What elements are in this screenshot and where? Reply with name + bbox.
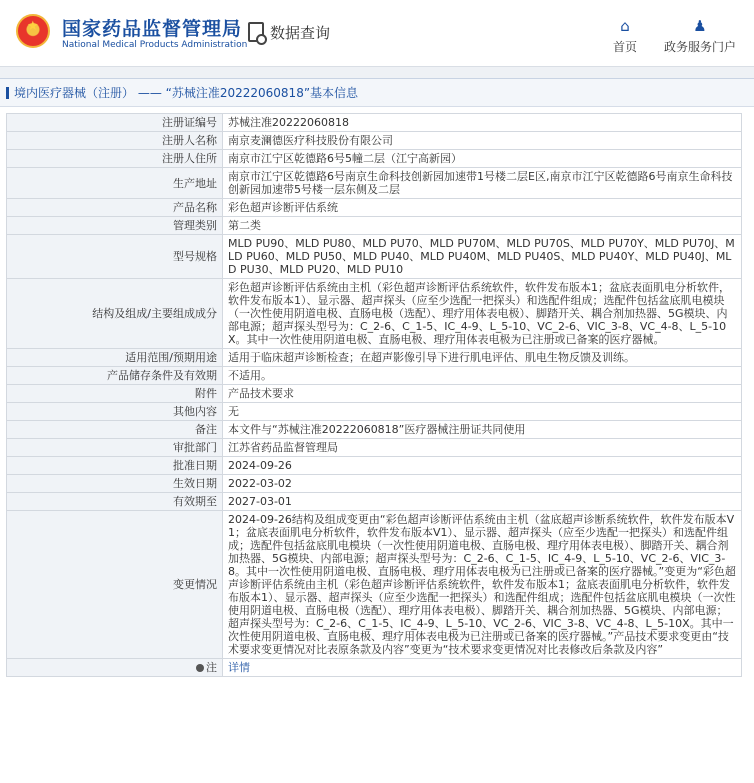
field-value: 2024-09-26 bbox=[223, 457, 742, 475]
note-bulb-icon bbox=[196, 664, 204, 672]
field-value: 南京市江宁区乾德路6号5幢二层（江宁高新园） bbox=[223, 150, 742, 168]
field-value: 适用于临床超声诊断检查；在超声影像引导下进行肌电评估、肌电生物反馈及训练。 bbox=[223, 349, 742, 367]
table-row bbox=[7, 475, 742, 493]
field-label: 变更情况 bbox=[7, 511, 223, 659]
site-title-en: National Medical Products Administration bbox=[62, 40, 248, 50]
nav-home-label: 首页 bbox=[612, 40, 637, 54]
site-title: 国家药品监督管理局 bbox=[62, 18, 243, 40]
field-label: 结构及组成/主要组成成分 bbox=[7, 279, 223, 349]
field-label: 注册人住所 bbox=[7, 150, 223, 168]
data-query-icon bbox=[248, 22, 264, 42]
field-value: 苏械注准20222060818 bbox=[223, 114, 742, 132]
field-label: 注册人名称 bbox=[7, 132, 223, 150]
table-row bbox=[7, 493, 742, 511]
table-row bbox=[7, 385, 742, 403]
nav-home[interactable] bbox=[610, 18, 640, 55]
field-value: 南京麦澜德医疗科技股份有限公司 bbox=[223, 132, 742, 150]
field-value: 2022-03-02 bbox=[223, 475, 742, 493]
field-value: 彩色超声诊断评估系统 bbox=[223, 199, 742, 217]
field-label: 适用范围/预期用途 bbox=[7, 349, 223, 367]
field-value: 产品技术要求 bbox=[223, 385, 742, 403]
field-value: 第二类 bbox=[223, 217, 742, 235]
site-header bbox=[0, 0, 754, 66]
field-value: 2024-09-26结构及组成变更由“彩色超声诊断评估系统由主机（盆底超声诊断系统软件，软件发布版本V1；盆底表面肌电分析软件，软件发布版本V1）、显示器、超声探头（应至少选配一把探头）和选配件组成；选配件包括盆底肌电模块（一次性使用阴道电极、直肠电极、理疗用体表电极）、脚踏开关、耦合剂加热器、5G模块、内部电源；超声探头型号为：C_2-6、C_1-5、IC_4-9、L_5-10、VC_2-6、VIC_3-8。其中一次性使用阴道电极、直肠电极、理疗用体表电极为已注册或已备案的医疗器械。”变更为“彩色超声诊断评估系统由主机（彩色超声诊断评估系统软件，软件发布版本1；盆底表面肌电分析软件，软件发布版本1）、显示器、超声探头（应至少选配一把探头）和选配件组成；选配件包括盆底肌电模块（一次性使用阴道电极、直肠电极（选配）、理疗用体表电极）、脚踏开关、耦合剂加热器、5G模块、内部电源；超声探头型号为：C_2-6、C_1-5、IC_4-9、L_5-10、VC_2-6、VIC_3-8、VC_4-8、L_5-10X。其中一次性使用阴道电极、直肠电极、理疗用体表电极为已注册或已备案的医疗器械。”产品技术要求变更由“技术要求变更情况对比表原条款及内容”变更为“技术要求变更情况对比表修改后条款及内容” bbox=[223, 511, 742, 659]
field-label-text: 注 bbox=[206, 661, 217, 674]
table-row bbox=[7, 421, 742, 439]
field-label: 生产地址 bbox=[7, 168, 223, 199]
table-row bbox=[7, 439, 742, 457]
table-row bbox=[7, 511, 742, 659]
field-label: 其他内容 bbox=[7, 403, 223, 421]
field-label: 批准日期 bbox=[7, 457, 223, 475]
table-row bbox=[7, 367, 742, 385]
field-value: 彩色超声诊断评估系统由主机（彩色超声诊断评估系统软件，软件发布版本1；盆底表面肌电分析软件，软件发布版本1）、显示器、超声探头（应至少选配一把探头）和选配件组成；选配件包括盆底肌电模块（一次性使用阴道电极、直肠电极（选配）、理疗用体表电极）、脚踏开关、耦合剂加热器、5G模块、内部电源；超声探头型号为：C_2-6、C_1-5、IC_4-9、L_5-10、VC_2-6、VIC_3-8、VC_4-8、L_5-10X。其中一次性使用阴道电极、直肠电极、理疗用体表电极为已注册或已备案的医疗器械。 bbox=[223, 279, 742, 349]
field-label: 生效日期 bbox=[7, 475, 223, 493]
table-row bbox=[7, 235, 742, 279]
field-label: 注册证编号 bbox=[7, 114, 223, 132]
table-row bbox=[7, 279, 742, 349]
table-row bbox=[7, 659, 742, 677]
field-label: 管理类别 bbox=[7, 217, 223, 235]
table-row bbox=[7, 199, 742, 217]
field-label: 审批部门 bbox=[7, 439, 223, 457]
details-link[interactable]: 详情 bbox=[228, 661, 250, 674]
table-row bbox=[7, 114, 742, 132]
field-value: 本文件与“苏械注准20222060818”医疗器械注册证共同使用 bbox=[223, 421, 742, 439]
breadcrumb: 境内医疗器械（注册） —— “苏械注准20222060818”基本信息 bbox=[0, 79, 754, 107]
field-label: 产品名称 bbox=[7, 199, 223, 217]
field-value: 2027-03-01 bbox=[223, 493, 742, 511]
field-label: 有效期至 bbox=[7, 493, 223, 511]
field-label bbox=[7, 659, 223, 677]
field-value: 江苏省药品监督管理局 bbox=[223, 439, 742, 457]
data-query-label: 数据查询 bbox=[270, 24, 331, 42]
home-icon: ⌂ bbox=[620, 17, 630, 35]
nav-gov-portal[interactable] bbox=[660, 18, 740, 55]
table-row bbox=[7, 403, 742, 421]
detail-table bbox=[6, 113, 742, 677]
table-row bbox=[7, 349, 742, 367]
field-value bbox=[223, 659, 742, 677]
field-label: 附件 bbox=[7, 385, 223, 403]
field-label: 备注 bbox=[7, 421, 223, 439]
table-row bbox=[7, 457, 742, 475]
table-row bbox=[7, 150, 742, 168]
field-label: 产品储存条件及有效期 bbox=[7, 367, 223, 385]
detail-panel bbox=[0, 78, 754, 677]
nav-gov-label: 政务服务门户 bbox=[663, 40, 736, 54]
table-row bbox=[7, 217, 742, 235]
field-value: 不适用。 bbox=[223, 367, 742, 385]
field-value: 南京市江宁区乾德路6号南京生命科技创新园加速带1号楼二层E区,南京市江宁区乾德路6号南京生命科技创新园加速带5号楼一层东侧及二层 bbox=[223, 168, 742, 199]
table-row bbox=[7, 168, 742, 199]
field-value: 无 bbox=[223, 403, 742, 421]
field-label: 型号规格 bbox=[7, 235, 223, 279]
header-separator bbox=[0, 66, 754, 78]
national-emblem-icon: ★ bbox=[16, 14, 50, 48]
table-row bbox=[7, 132, 742, 150]
field-value: MLD PU90、MLD PU80、MLD PU70、MLD PU70M、MLD PU70S、MLD PU70Y、MLD PU70J、MLD PU60、MLD PU50、MLD PU40、MLD PU40M、MLD PU40S、MLD PU40Y、MLD PU40J、MLD PU30、MLD PU20、MLD PU10 bbox=[223, 235, 742, 279]
person-icon: ♟ bbox=[693, 17, 707, 35]
